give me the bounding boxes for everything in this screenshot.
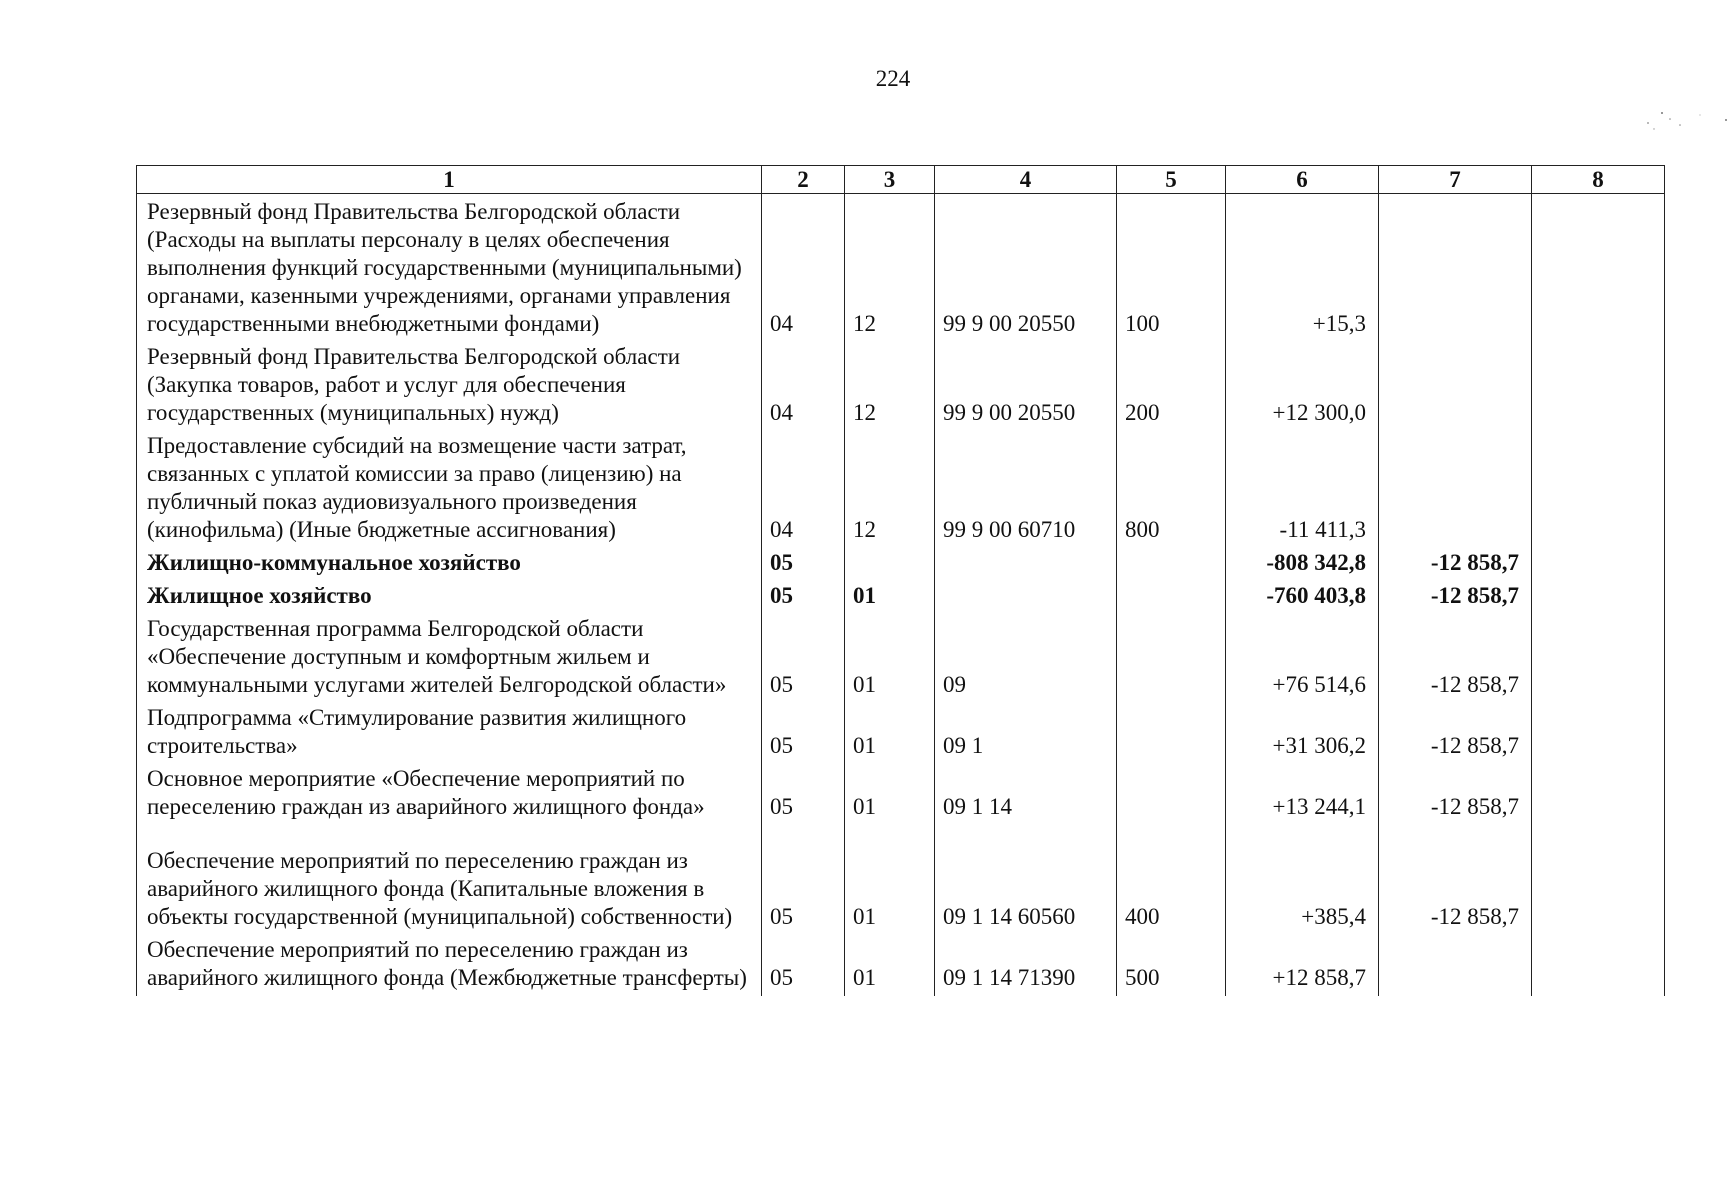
amount-change: +31 306,2 (1226, 703, 1379, 764)
section-code: 04 (762, 194, 845, 343)
column-header: 4 (935, 166, 1117, 194)
amount-extra (1532, 342, 1665, 431)
table-row (137, 764, 1665, 825)
amount-change-secondary (1379, 342, 1532, 431)
amount-extra (1532, 431, 1665, 548)
target-article-code: 99 9 00 20550 (935, 342, 1117, 431)
item-description: Резервный фонд Правительства Белгородской области (Расходы на выплаты персоналу в целях обеспечения выполнения функций государственными (муниципальными) органами, казенными учреждениями, органами управления государственными внебюджетными фондами) (137, 194, 762, 343)
amount-change-secondary: -12 858,7 (1379, 825, 1532, 935)
table-row (137, 614, 1665, 703)
column-header: 1 (137, 166, 762, 194)
table-row (137, 548, 1665, 581)
amount-change-secondary: -12 858,7 (1379, 614, 1532, 703)
table-row (137, 825, 1665, 935)
item-description: Жилищно-коммунальное хозяйство (137, 548, 762, 581)
target-article-code: 09 1 14 60560 (935, 825, 1117, 935)
table-row (137, 194, 1665, 343)
amount-extra (1532, 935, 1665, 996)
column-header: 3 (845, 166, 935, 194)
expense-type-code (1117, 703, 1226, 764)
table-row (137, 935, 1665, 996)
amount-change-secondary (1379, 194, 1532, 343)
section-code: 05 (762, 825, 845, 935)
column-header: 6 (1226, 166, 1379, 194)
subsection-code: 01 (845, 581, 935, 614)
amount-change: +76 514,6 (1226, 614, 1379, 703)
column-header: 5 (1117, 166, 1226, 194)
expense-type-code (1117, 614, 1226, 703)
target-article-code (935, 581, 1117, 614)
table-body (137, 194, 1665, 997)
subsection-code: 01 (845, 703, 935, 764)
table-row (137, 431, 1665, 548)
table-row (137, 581, 1665, 614)
expense-type-code (1117, 548, 1226, 581)
expense-type-code: 100 (1117, 194, 1226, 343)
amount-change: -760 403,8 (1226, 581, 1379, 614)
target-article-code: 99 9 00 20550 (935, 194, 1117, 343)
table-row (137, 703, 1665, 764)
item-description: Предоставление субсидий на возмещение части затрат, связанных с уплатой комиссии за право (лицензию) на публичный показ аудиовизуального произведения (кинофильма) (Иные бюджетные ассигнования) (137, 431, 762, 548)
expense-type-code: 500 (1117, 935, 1226, 996)
expense-type-code (1117, 764, 1226, 825)
amount-change-secondary: -12 858,7 (1379, 548, 1532, 581)
target-article-code: 09 1 14 71390 (935, 935, 1117, 996)
amount-change: +12 300,0 (1226, 342, 1379, 431)
section-code: 05 (762, 703, 845, 764)
column-header: 8 (1532, 166, 1665, 194)
amount-change-secondary: -12 858,7 (1379, 703, 1532, 764)
amount-change-secondary: -12 858,7 (1379, 764, 1532, 825)
expense-type-code (1117, 581, 1226, 614)
expense-type-code: 200 (1117, 342, 1226, 431)
amount-extra (1532, 825, 1665, 935)
amount-change-secondary (1379, 431, 1532, 548)
budget-table (136, 165, 1665, 996)
item-description: Обеспечение мероприятий по переселению граждан из аварийного жилищного фонда (Межбюджетные трансферты) (137, 935, 762, 996)
budget-table-container (136, 165, 1665, 996)
amount-change: -808 342,8 (1226, 548, 1379, 581)
target-article-code: 09 1 (935, 703, 1117, 764)
section-code: 04 (762, 342, 845, 431)
amount-extra (1532, 764, 1665, 825)
target-article-code: 99 9 00 60710 (935, 431, 1117, 548)
amount-change-secondary: -12 858,7 (1379, 581, 1532, 614)
item-description: Основное мероприятие «Обеспечение мероприятий по переселению граждан из аварийного жилищного фонда» (137, 764, 762, 825)
section-code: 05 (762, 581, 845, 614)
section-code: 05 (762, 764, 845, 825)
amount-extra (1532, 581, 1665, 614)
target-article-code (935, 548, 1117, 581)
section-code: 04 (762, 431, 845, 548)
amount-extra (1532, 194, 1665, 343)
item-description: Жилищное хозяйство (137, 581, 762, 614)
column-header: 2 (762, 166, 845, 194)
amount-change: +13 244,1 (1226, 764, 1379, 825)
amount-change: +12 858,7 (1226, 935, 1379, 996)
page-number: 224 (875, 66, 911, 91)
amount-extra (1532, 548, 1665, 581)
table-header-row (137, 166, 1665, 194)
amount-change: -11 411,3 (1226, 431, 1379, 548)
amount-change-secondary (1379, 935, 1532, 996)
expense-type-code: 800 (1117, 431, 1226, 548)
amount-change: +385,4 (1226, 825, 1379, 935)
section-code: 05 (762, 935, 845, 996)
amount-extra (1532, 703, 1665, 764)
section-code: 05 (762, 614, 845, 703)
item-description: Подпрограмма «Стимулирование развития жилищного строительства» (137, 703, 762, 764)
item-description: Резервный фонд Правительства Белгородской области (Закупка товаров, работ и услуг для обеспечения государственных (муниципальных) нужд) (137, 342, 762, 431)
subsection-code: 01 (845, 764, 935, 825)
subsection-code: 01 (845, 614, 935, 703)
item-description: Обеспечение мероприятий по переселению граждан из аварийного жилищного фонда (Капитальные вложения в объекты государственной (муниципальной) собственности) (137, 825, 762, 935)
expense-type-code: 400 (1117, 825, 1226, 935)
target-article-code: 09 1 14 (935, 764, 1117, 825)
subsection-code: 12 (845, 194, 935, 343)
item-description: Государственная программа Белгородской области «Обеспечение доступным и комфортным жильем и коммунальными услугами жителей Белгородской области» (137, 614, 762, 703)
subsection-code (845, 548, 935, 581)
amount-change: +15,3 (1226, 194, 1379, 343)
table-row (137, 342, 1665, 431)
section-code: 05 (762, 548, 845, 581)
column-header: 7 (1379, 166, 1532, 194)
subsection-code: 01 (845, 935, 935, 996)
subsection-code: 12 (845, 431, 935, 548)
scan-noise-decoration (1640, 105, 1730, 145)
subsection-code: 01 (845, 825, 935, 935)
subsection-code: 12 (845, 342, 935, 431)
amount-extra (1532, 614, 1665, 703)
target-article-code: 09 (935, 614, 1117, 703)
